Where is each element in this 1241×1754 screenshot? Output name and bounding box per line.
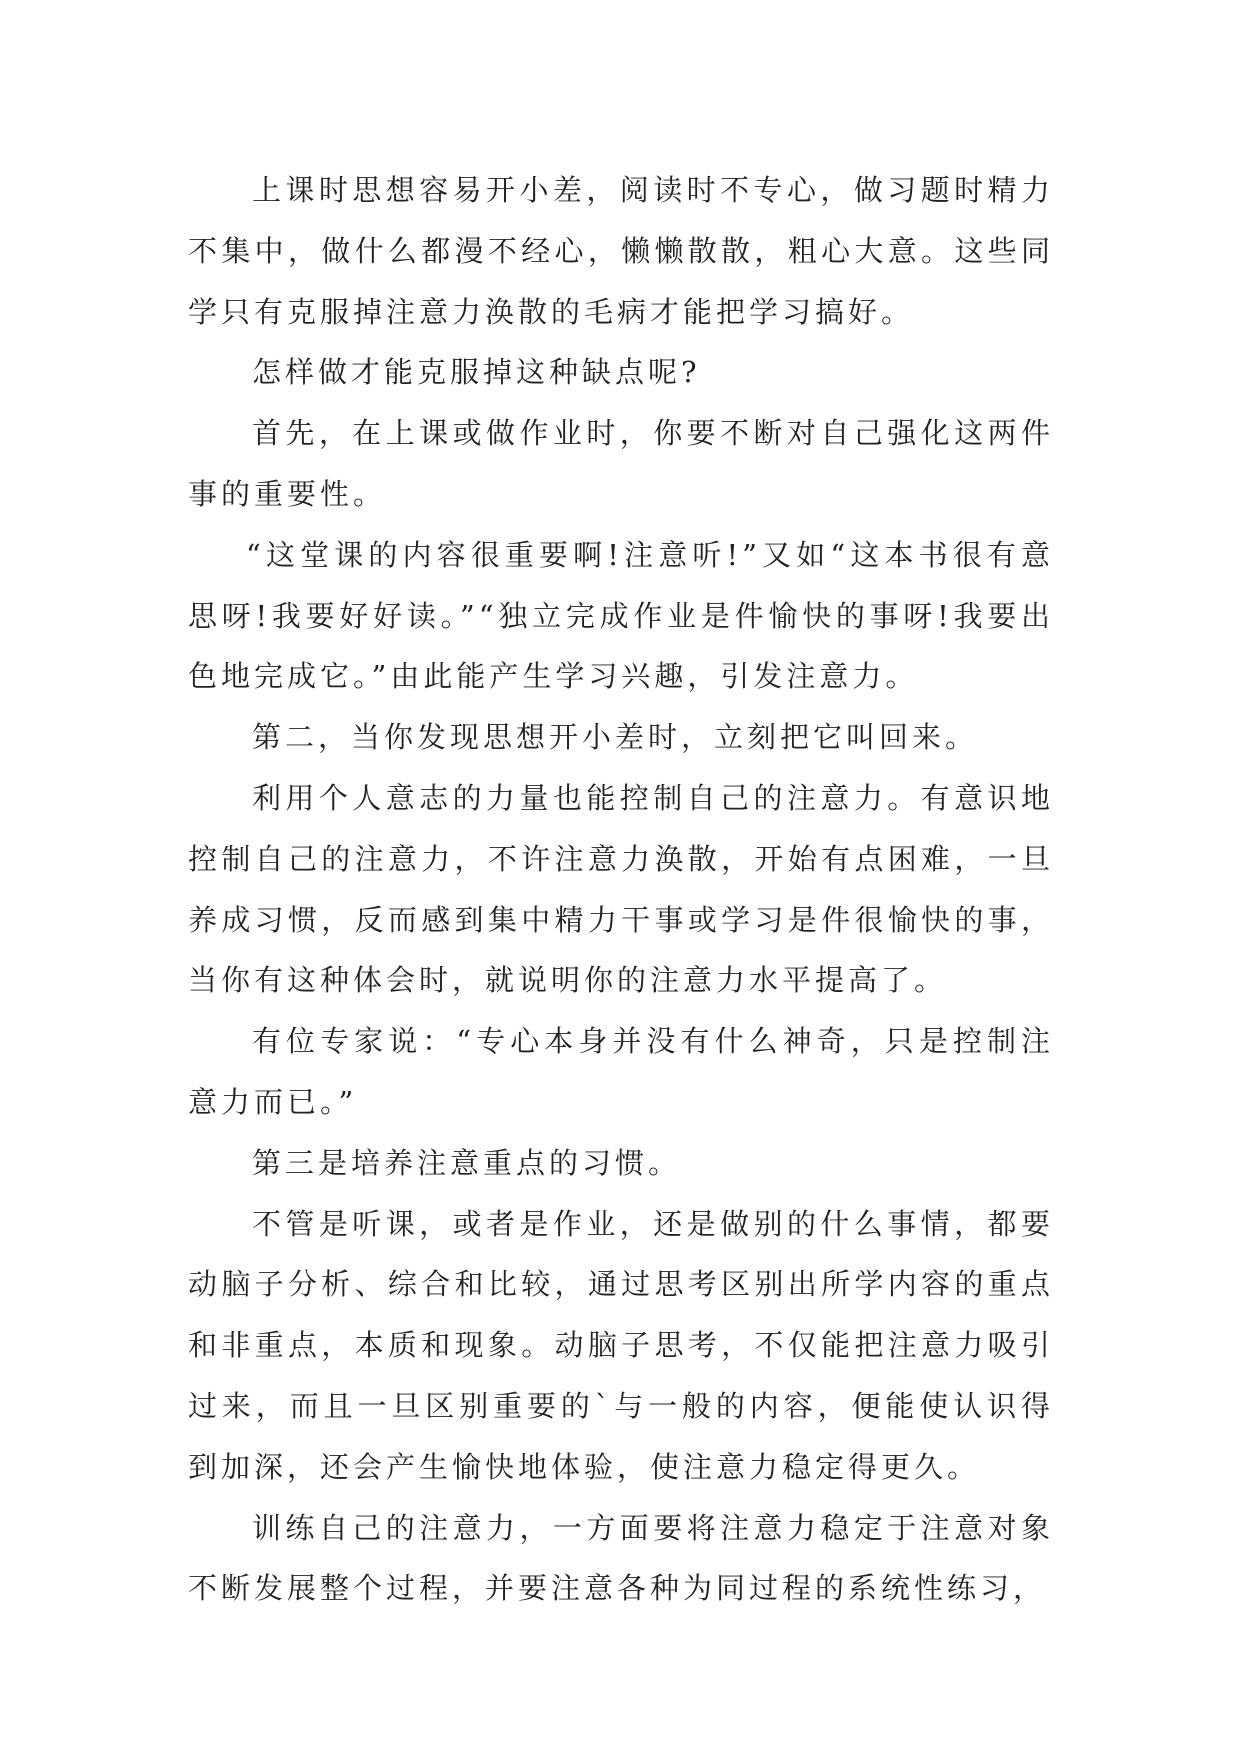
paragraph-6: 利用个人意志的力量也能控制自己的注意力。有意识地控制自己的注意力，不许注意力涣散，开始有点困难，一旦养成习惯，反而感到集中精力干事或学习是件很愉快的事，当你有这种体会时，就说明你的注意力水平提高了。: [188, 780, 1054, 998]
paragraph-1: 上课时思想容易开小差，阅读时不专心，做习题时精力不集中，做什么都漫不经心，懒懒散散，粗心大意。这些同学只有克服掉注意力涣散的毛病才能把学习搞好。: [188, 173, 1054, 329]
paragraph-9: 不管是听课，或者是作业，还是做别的什么事情，都要动脑子分析、综合和比较，通过思考区别出所学内容的重点和非重点，本质和现象。动脑子思考，不仅能把注意力吸引过来，而且一旦区别重要的`与一般的内容，便能使认识得到加深，还会产生愉快地体验，使注意力稳定得更久。: [188, 1206, 1054, 1484]
paragraph-2: 怎样做才能克服掉这种缺点呢?: [252, 355, 701, 390]
paragraph-3: 首先，在上课或做作业时，你要不断对自己强化这两件事的重要性。: [188, 416, 1054, 511]
document-body: [188, 160, 1054, 1619]
paragraph-5: 第二，当你发现思想开小差时，立刻把它叫回来。: [252, 720, 979, 755]
paragraph-10: 训练自己的注意力，一方面要将注意力稳定于注意对象不断发展整个过程，并要注意各种为同过程的系统性练习，: [188, 1510, 1054, 1606]
paragraph-8: 第三是培养注意重点的习惯。: [252, 1145, 682, 1180]
paragraph-4: “这堂课的内容很重要啊!注意听!”又如“这本书很有意思呀!我要好好读。”“独立完成作业是件愉快的事呀!我要出色地完成它。”由此能产生学习兴趣，引发注意力。: [188, 537, 1054, 694]
paragraph-7: 有位专家说：“专心本身并没有什么神奇，只是控制注意力而已。”: [188, 1024, 1054, 1119]
